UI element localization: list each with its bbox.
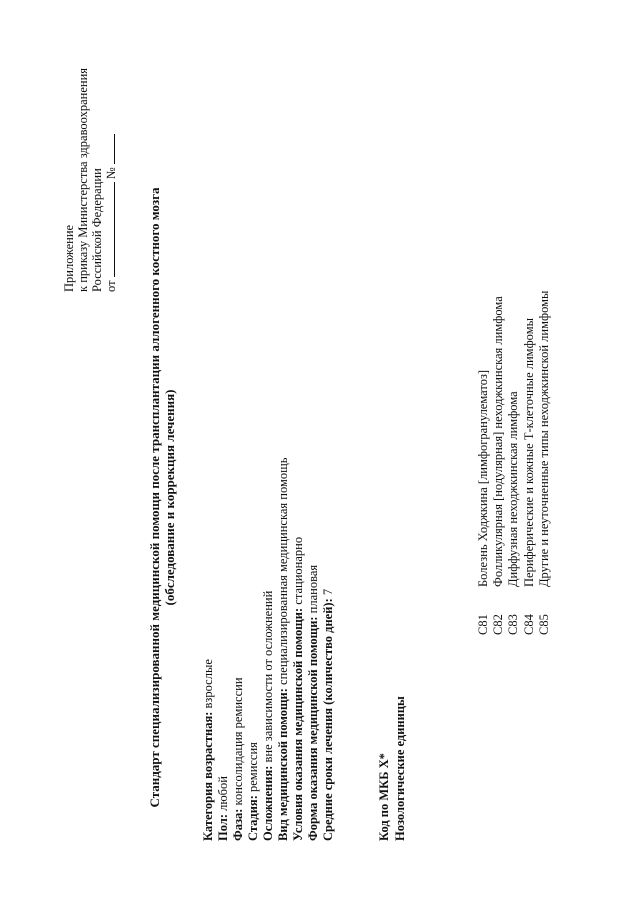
property-label: Форма оказания медицинской помощи: <box>306 616 320 841</box>
property-label: Средние сроки лечения (количество дней): <box>321 598 335 841</box>
property-label: Условия оказания медицинской помощи: <box>291 607 305 841</box>
icd-name: Другие и неуточненные типы неходжкинской лимфомы <box>536 290 551 587</box>
property-value: вне зависимости от осложнений <box>261 590 275 766</box>
appendix-line-3: Российской Федерации <box>90 168 104 292</box>
property-label: Вид медицинской помощи: <box>276 688 290 841</box>
date-blank <box>104 182 115 277</box>
appendix-line-1: Приложение <box>62 224 76 292</box>
property-value: 7 <box>321 588 335 599</box>
number-blank <box>104 134 115 164</box>
icd-name: Периферические и кожные Т-клеточные лимфомы <box>521 317 536 587</box>
icd-name: Болезнь Ходжкина [лимфогранулематоз] <box>476 369 490 587</box>
list-item <box>491 291 506 635</box>
list-item <box>537 291 552 635</box>
mkb-code-label: Код по МКБ X* <box>377 753 391 841</box>
property-label: Категория возрастная: <box>201 711 215 841</box>
icd-name: Диффузная неходжкинская лимфома <box>506 391 521 587</box>
icd-code: C85 <box>536 614 551 635</box>
property-value: консолидация ремиссии <box>231 677 245 809</box>
title-line-2: (обследование и коррекция лечения) <box>161 389 177 606</box>
list-item <box>522 291 537 635</box>
property-value: любой <box>216 776 230 815</box>
document-title <box>148 90 177 905</box>
number-label: № <box>104 167 118 180</box>
property-value: стационарно <box>291 536 305 608</box>
mkb-heading <box>377 696 408 841</box>
property-row <box>261 458 276 841</box>
property-row <box>246 458 261 841</box>
property-row <box>276 458 291 841</box>
property-label: Стадия: <box>246 795 260 841</box>
appendix-date-line <box>104 68 118 292</box>
list-item <box>506 291 521 635</box>
property-value: специализированная медицинская помощь <box>276 457 290 689</box>
appendix-line-2: к приказу Министерства здравоохранения <box>76 67 90 292</box>
property-value: взрослые <box>201 659 215 712</box>
property-value: ремиссия <box>246 742 260 796</box>
icd-code: C81 <box>476 614 490 635</box>
property-row <box>201 458 216 841</box>
property-label: Пол: <box>216 814 230 841</box>
property-row <box>231 458 246 841</box>
appendix-block <box>62 68 118 292</box>
property-row <box>216 458 231 841</box>
icd-code: C84 <box>521 614 536 635</box>
nosology-label: Нозологические единицы <box>392 696 407 841</box>
list-item <box>476 291 491 635</box>
property-label: Осложнения: <box>261 765 275 841</box>
from-label: от <box>104 280 118 292</box>
title-line-1: Стандарт специализированной медицинской помощи после трансплантации аллогенного костного мозга <box>147 187 162 808</box>
property-value: плановая <box>306 564 320 617</box>
properties-list <box>201 458 336 841</box>
icd-code: C82 <box>491 614 506 635</box>
nosology-list <box>476 291 552 635</box>
icd-name: Фолликулярная [нодулярная] неходжкинская лимфома <box>491 296 506 587</box>
property-row <box>321 458 336 841</box>
property-row <box>291 458 306 841</box>
icd-code: C83 <box>506 614 521 635</box>
property-label: Фаза: <box>231 808 245 841</box>
property-row <box>306 458 321 841</box>
